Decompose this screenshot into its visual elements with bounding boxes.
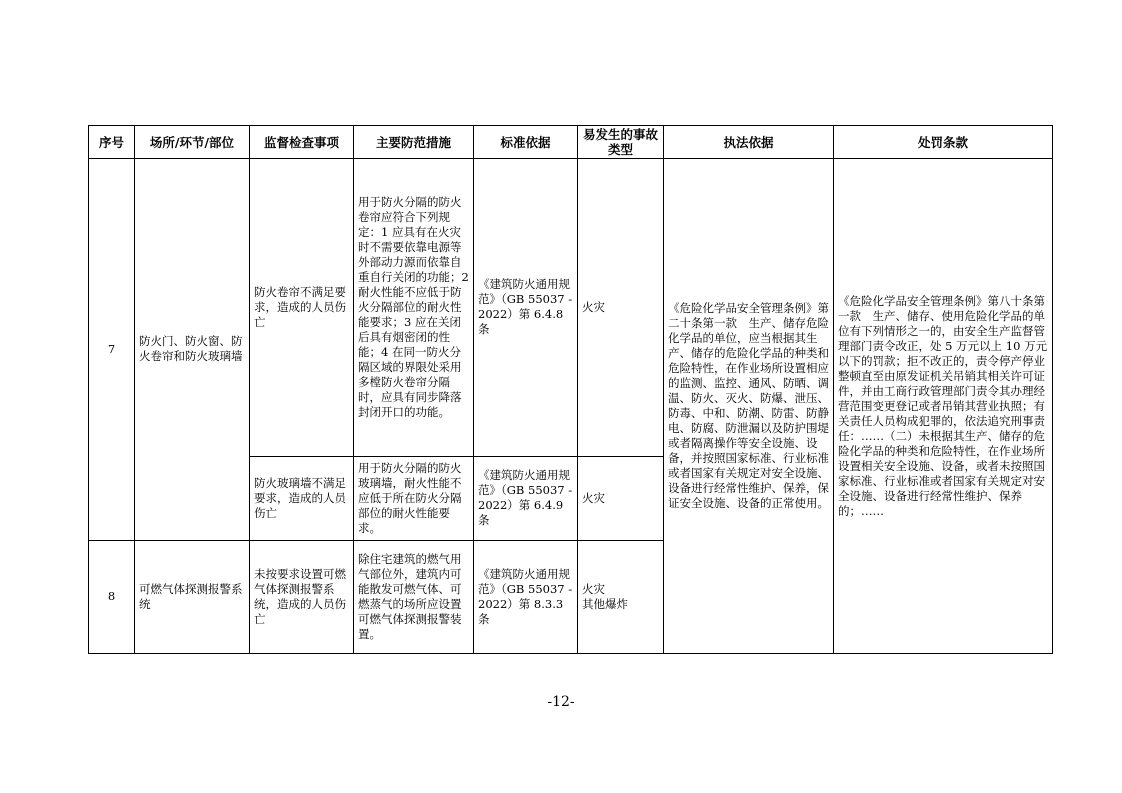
row-place: 可燃气体探测报警系统 [135,540,250,653]
standard-basis: 《建筑防火通用规范》（GB 55037 -2022）第 6.4.8 条 [474,159,578,457]
measure-text: 用于防火分隔的防火玻璃墙，耐火性能不应低于所在防火分隔部位的耐火性能要求。 [354,456,474,540]
check-item: 防火卷帘不满足要求，造成的人员伤亡 [250,159,354,457]
regulation-table [88,125,1053,654]
accident-type: 火灾 [578,456,664,540]
accident-type: 火灾 [578,159,664,457]
header-accident: 易发生的事故类型 [578,126,664,159]
page-number: -12- [547,694,575,710]
measure-text: 用于防火分隔的防火卷帘应符合下列规定：1 应具有在火灾时不需要依靠电源等外部动力源而依靠自重自行关闭的功能；2 耐火性能不应低于防火分隔部位的耐火性能要求；3 应在关闭后具有烟密闭的性能；4 在同一防火分隔区域的界限处采用多樘防火卷帘分隔时，应具有同步降落封闭开口的功能。 [354,159,474,457]
penalty-clause: 《危险化学品安全管理条例》第八十条第一款 生产、储存、使用危险化学品的单位有下列情形之一的，由安全生产监督管理部门责令改正，处 5 万元以上 10 万元以下的罚款；拒不改正的，责令停产停业整顿直至由原发证机关吊销其相关许可证件，并由工商行政管理部门责令其办理经营范围变更登记或者吊销其营业执照；有关责任人员构成犯罪的，依法追究刑事责任：……（二）未根据其生产、储存的危险化学品的种类和危险特性，在作业场所设置相关安全设施、设备，或者未按照国家标准、行业标准或者国家有关规定对安全设施、设备进行经常性维护、保养的；…… [834,159,1053,654]
header-no: 序号 [89,126,135,159]
measure-text: 除住宅建筑的燃气用气部位外，建筑内可能散发可燃气体、可燃蒸气的场所应设置可燃气体探测报警装置。 [354,540,474,653]
row-number: 8 [89,540,135,653]
check-item: 防火玻璃墙不满足要求，造成的人员伤亡 [250,456,354,540]
header-law: 执法依据 [664,126,834,159]
header-place: 场所/环节/部位 [135,126,250,159]
check-item: 未按要求设置可燃气体探测报警系统，造成的人员伤亡 [250,540,354,653]
header-standard: 标准依据 [474,126,578,159]
table-row [89,159,1053,457]
row-number: 7 [89,159,135,541]
standard-basis: 《建筑防火通用规范》（GB 55037 -2022）第 6.4.9 条 [474,456,578,540]
header-penalty: 处罚条款 [834,126,1053,159]
row-place: 防火门、防火窗、防火卷帘和防火玻璃墙 [135,159,250,541]
law-basis: 《危险化学品安全管理条例》第二十条第一款 生产、储存危险化学品的单位，应当根据其生产、储存的危险化学品的种类和危险特性，在作业场所设置相应的监测、监控、通风、防晒、调温、防火、灭火、防爆、泄压、防毒、中和、防潮、防雷、防静电、防腐、防泄漏以及防护围堤或者隔离操作等安全设施、设备，并按照国家标准、行业标准或者国家有关规定对安全设施、设备进行经常性维护、保养，保证安全设施、设备的正常使用。 [664,159,834,654]
accident-type: 火灾 其他爆炸 [578,540,664,653]
standard-basis: 《建筑防火通用规范》（GB 55037 -2022）第 8.3.3 条 [474,540,578,653]
table-header-row [89,126,1053,159]
header-measure: 主要防范措施 [354,126,474,159]
header-check: 监督检查事项 [250,126,354,159]
